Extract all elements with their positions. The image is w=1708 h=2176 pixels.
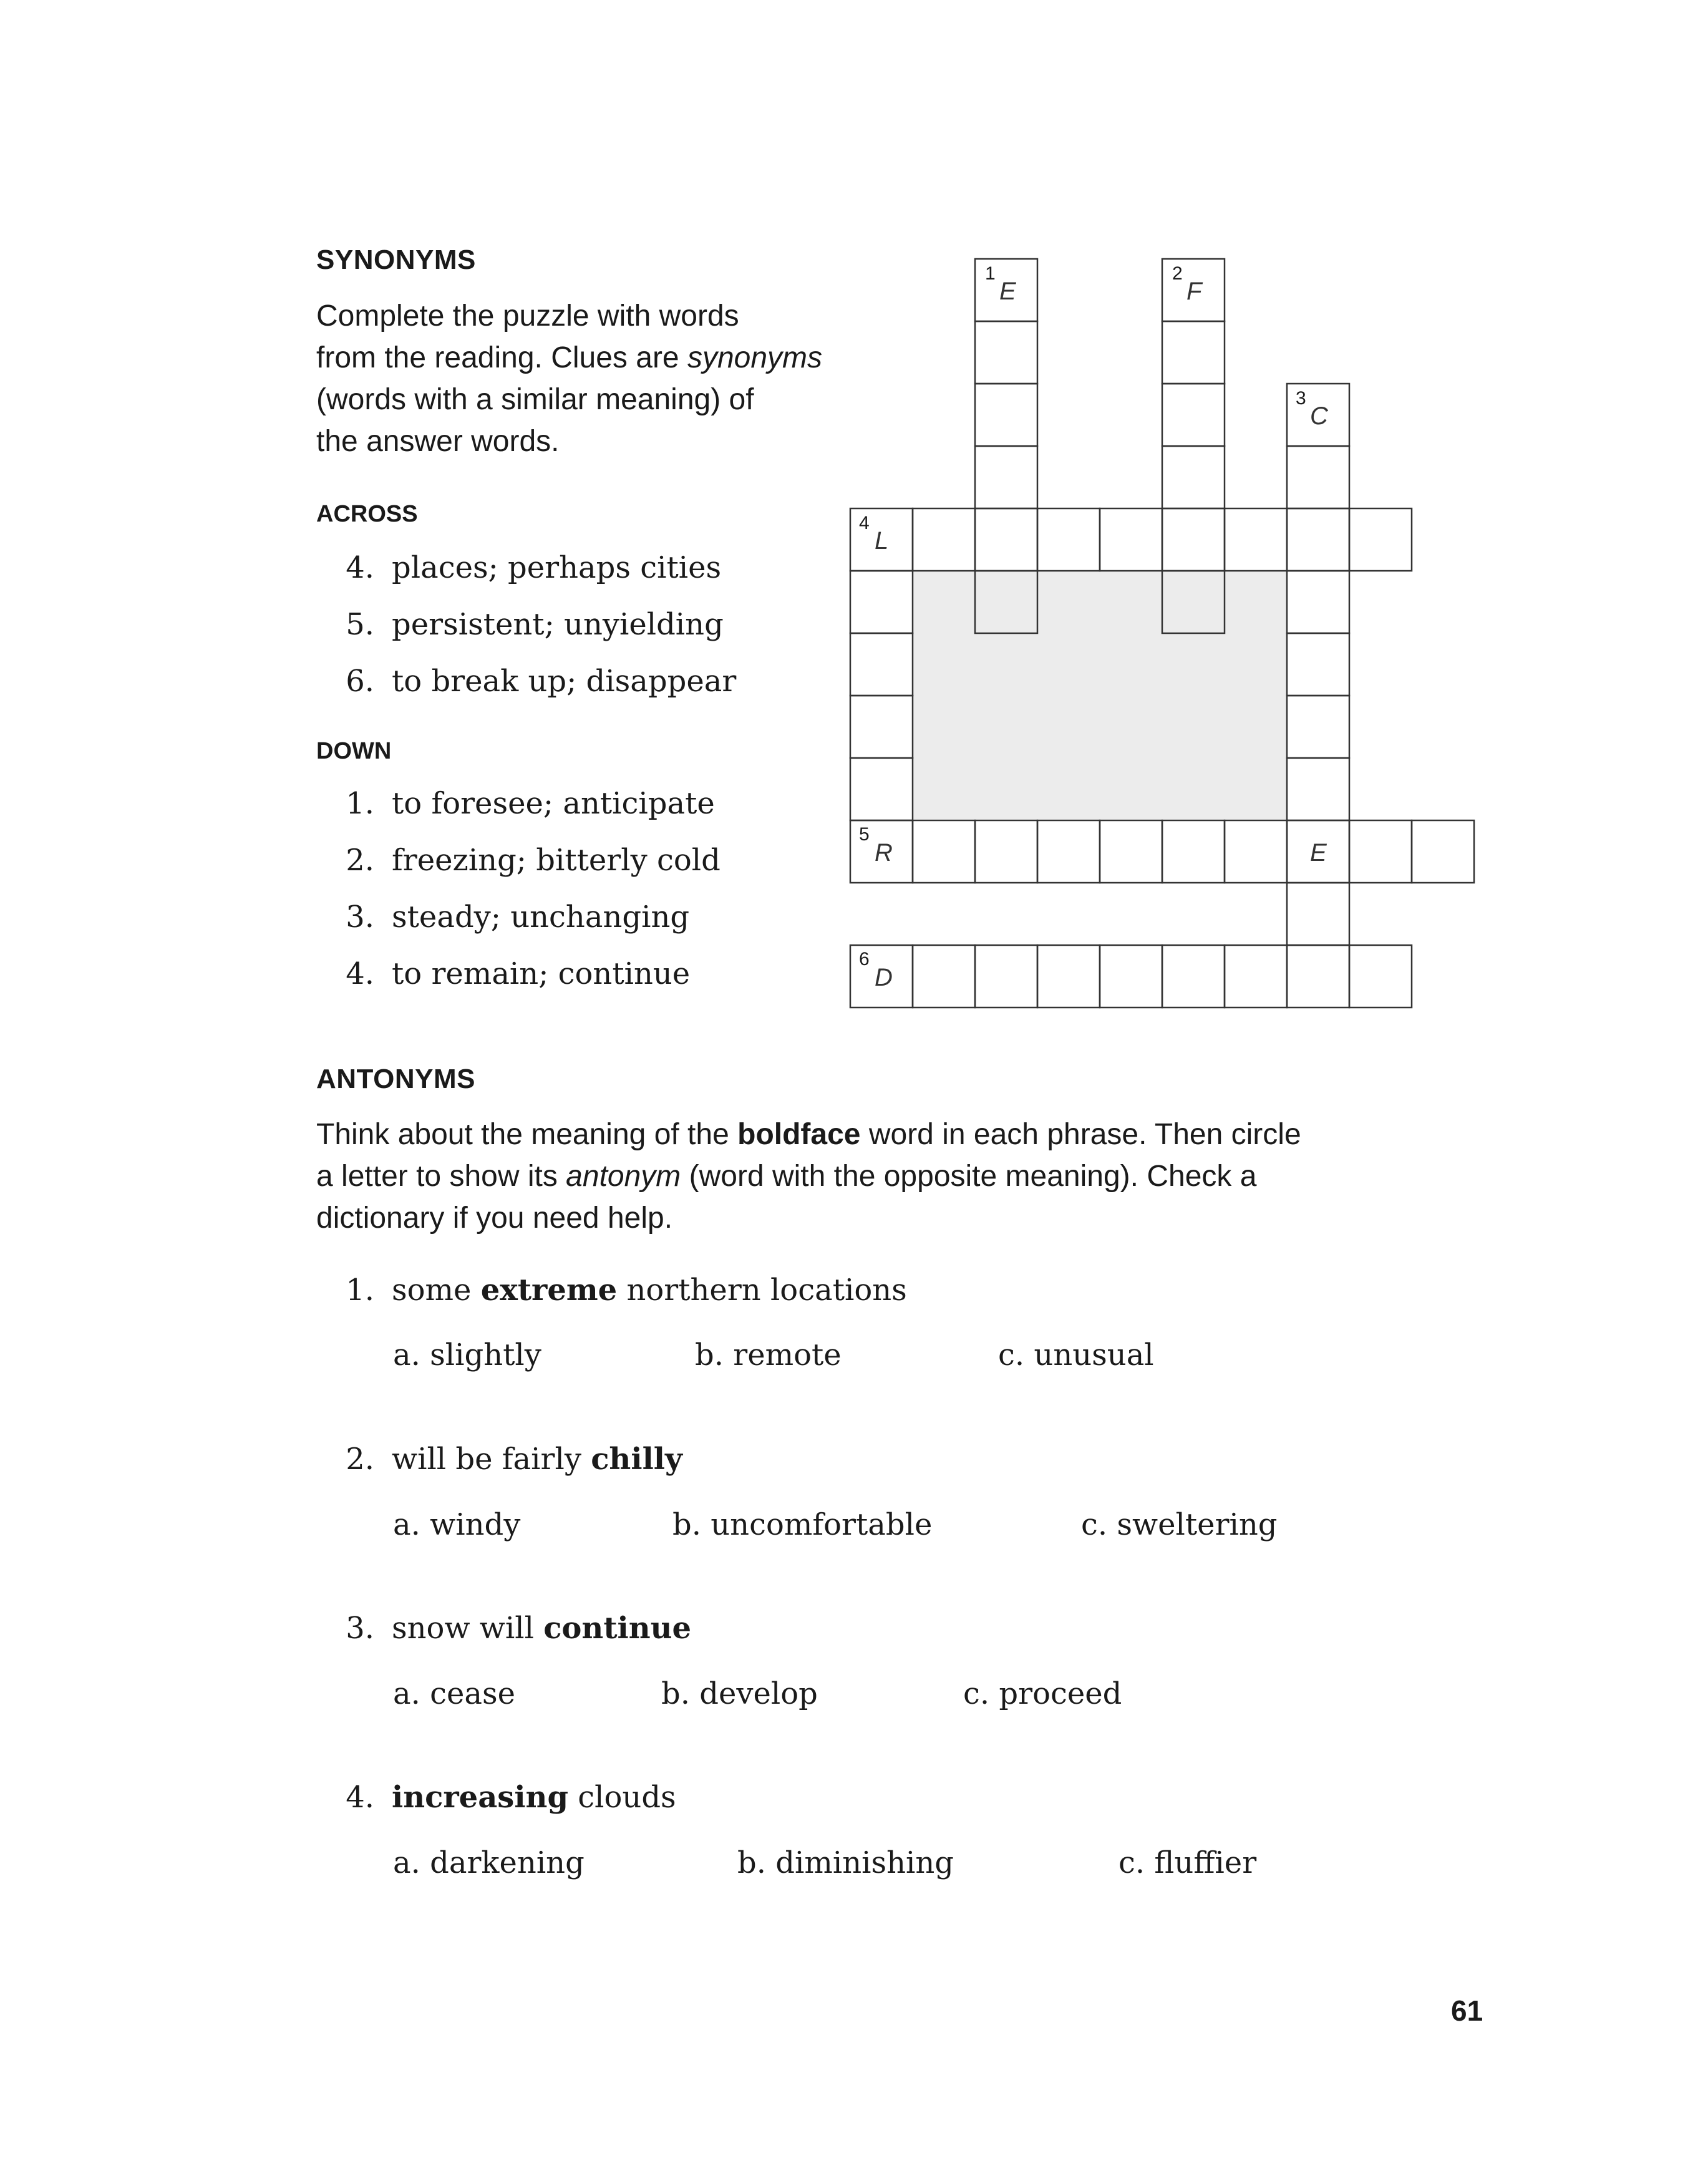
instructions-line: Complete the puzzle with words [316,299,739,333]
crossword-cell[interactable] [850,945,913,1008]
crossword-cell[interactable] [1412,820,1474,883]
crossword-cell[interactable] [1349,945,1412,1008]
crossword-cell[interactable] [975,945,1037,1008]
crossword-cell[interactable] [1349,508,1412,571]
shaded-region [913,571,1287,819]
answer-option[interactable]: c. unusual [998,1338,1154,1372]
answer-option[interactable]: a. darkening [393,1845,585,1880]
crossword-cell[interactable] [913,820,975,883]
crossword-cell[interactable] [1162,259,1225,321]
crossword-cell[interactable] [975,259,1037,321]
crossword-cell[interactable] [850,571,913,633]
instructions-line: (words with a similar meaning) of [316,383,754,416]
crossword-cell[interactable] [913,945,975,1008]
antonyms-heading: ANTONYMS [316,1064,475,1094]
answer-option[interactable]: b. develop [661,1676,818,1711]
instructions-line: from the reading. Clues are synonyms [316,341,823,374]
crossword-cell[interactable] [1100,945,1162,1008]
crossword-cell[interactable] [1225,508,1287,571]
crossword-cell[interactable] [1100,508,1162,571]
clue-number: 1 [985,263,996,284]
answer-option[interactable]: a. windy [393,1507,521,1542]
crossword-cell[interactable] [1162,820,1225,883]
synonyms-heading: SYNONYMS [316,245,476,275]
crossword-cell[interactable] [913,508,975,571]
synonyms-instructions [316,295,822,462]
down-heading: DOWN [316,738,392,764]
given-letter: E [1310,839,1327,867]
crossword-cell[interactable] [1162,321,1225,384]
given-letter: L [875,527,889,555]
clue-number: 3 [1296,388,1306,409]
crossword-cell[interactable] [1287,633,1349,696]
clue-number: 5 [859,824,870,845]
crossword-cell[interactable] [1287,508,1349,571]
crossword-cell[interactable] [1287,446,1349,508]
crossword-cell[interactable] [1162,945,1225,1008]
crossword-cell[interactable] [1162,446,1225,508]
crossword-cell[interactable] [1100,820,1162,883]
crossword-cell[interactable] [975,384,1037,446]
given-letter: E [999,278,1016,305]
crossword-cell[interactable] [850,820,913,883]
answer-option[interactable]: a. cease [393,1676,516,1711]
crossword-cell[interactable] [850,633,913,696]
crossword-cell[interactable] [1287,945,1349,1008]
clue-number: 6 [859,949,870,969]
answer-option[interactable]: a. slightly [393,1338,541,1372]
crossword-cell[interactable] [850,696,913,758]
given-letter: D [875,964,893,991]
crossword-cell[interactable] [1037,945,1100,1008]
crossword-cell[interactable] [1287,758,1349,820]
crossword-cell[interactable] [1162,571,1225,633]
answer-option[interactable]: b. uncomfortable [672,1507,933,1542]
crossword-cell[interactable] [1349,820,1412,883]
page-number: 61 [1451,1994,1483,2027]
instructions-line: a letter to show its antonym (word with the opposite meaning). Check a [316,1160,1257,1193]
crossword-cell[interactable] [1225,820,1287,883]
crossword-cell[interactable] [975,820,1037,883]
crossword-cell[interactable] [1287,571,1349,633]
answer-option[interactable]: c. proceed [963,1676,1122,1711]
answer-option[interactable]: c. fluffier [1118,1845,1257,1880]
crossword-cell[interactable] [1287,696,1349,758]
instructions-line: the answer words. [316,425,560,458]
crossword-cell[interactable] [975,571,1037,633]
crossword-cell[interactable] [1162,508,1225,571]
answer-option[interactable]: b. diminishing [737,1845,954,1880]
crossword-cell[interactable] [1287,384,1349,446]
given-letter: C [1310,402,1328,430]
crossword-cell[interactable] [1162,384,1225,446]
crossword-cell[interactable] [975,508,1037,571]
given-letter: R [875,839,893,867]
instructions-line: dictionary if you need help. [316,1202,673,1235]
crossword-cell[interactable] [975,446,1037,508]
instructions-line: Think about the meaning of the boldface word in each phrase. Then circle [316,1118,1301,1151]
clue-number: 4 [859,513,870,533]
crossword-cell[interactable] [850,758,913,820]
across-heading: ACROSS [316,501,418,527]
crossword-cell[interactable] [1287,820,1349,883]
answer-option[interactable]: b. remote [695,1338,842,1372]
crossword-cell[interactable] [1037,820,1100,883]
crossword-cell[interactable] [1225,945,1287,1008]
clue-number: 2 [1172,263,1183,284]
answer-option[interactable]: c. sweltering [1081,1507,1278,1542]
crossword-cell[interactable] [975,321,1037,384]
crossword-cell[interactable] [1037,508,1100,571]
given-letter: F [1186,278,1202,305]
antonyms-instructions [316,1114,1301,1239]
crossword-cell[interactable] [1287,883,1349,945]
crossword-cell[interactable] [850,508,913,571]
